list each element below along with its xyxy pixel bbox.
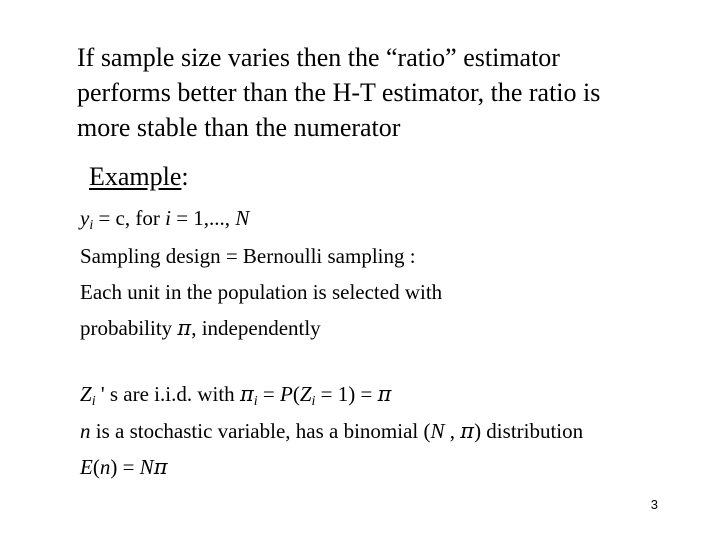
binomial-text: is a stochastic variable, has a binomial ( <box>90 419 431 443</box>
equals-one: = 1) = <box>315 382 378 406</box>
pi-symbol: π <box>153 455 168 479</box>
sub-i: i <box>91 394 96 409</box>
math-line-sampling-design: Sampling design = Bernoulli sampling : <box>80 244 416 268</box>
math-line-yi-equals-c <box>80 204 249 232</box>
intro-line-2: performs better than the H-T estimator, the ratio is <box>77 78 601 107</box>
intro-paragraph <box>77 40 677 145</box>
example-heading <box>89 160 189 194</box>
close-equals: ) = <box>110 455 140 479</box>
sub-i: i <box>311 394 316 409</box>
eq-c-for: = c, for <box>93 206 166 230</box>
var-Z: Z <box>80 382 92 406</box>
open-paren: ( <box>292 382 300 406</box>
var-n: n <box>80 419 91 443</box>
independently-text: , independently <box>191 316 321 340</box>
math-line-each-unit: Each unit in the population is selected with <box>80 280 443 304</box>
var-N: N <box>430 419 445 443</box>
s-iid-text: ' s are i.i.d. with <box>95 382 240 406</box>
math-line-expectation <box>80 453 168 481</box>
var-N: N <box>235 206 250 230</box>
sub-i: i <box>89 218 94 233</box>
page-number: 3 <box>650 497 658 512</box>
var-Z: Z <box>299 382 312 406</box>
var-y: y <box>80 206 90 230</box>
var-n: n <box>99 455 111 479</box>
var-E: E <box>80 455 93 479</box>
var-i: i <box>165 206 171 230</box>
pi-symbol: π <box>177 316 192 340</box>
comma: , <box>444 419 461 443</box>
intro-line-1: If sample size varies then the “ratio” estimator <box>77 43 560 72</box>
distribution-text: ) distribution <box>474 419 584 443</box>
example-label: Example <box>89 162 182 191</box>
equals: = <box>257 382 280 406</box>
pi-symbol: π <box>239 382 254 406</box>
sub-i: i <box>253 394 258 409</box>
probability-text: probability <box>80 316 178 340</box>
open-paren: ( <box>92 455 100 479</box>
var-N: N <box>139 455 154 479</box>
range-text: = 1,..., <box>170 206 236 230</box>
pi-symbol: π <box>377 382 392 406</box>
pi-symbol: π <box>460 419 475 443</box>
math-line-n-binomial <box>80 417 583 445</box>
var-P: P <box>279 382 293 406</box>
example-colon: : <box>181 162 189 191</box>
intro-line-3: more stable than the numerator <box>77 113 401 142</box>
math-line-zi-iid <box>80 380 391 408</box>
math-line-probability <box>80 314 321 342</box>
